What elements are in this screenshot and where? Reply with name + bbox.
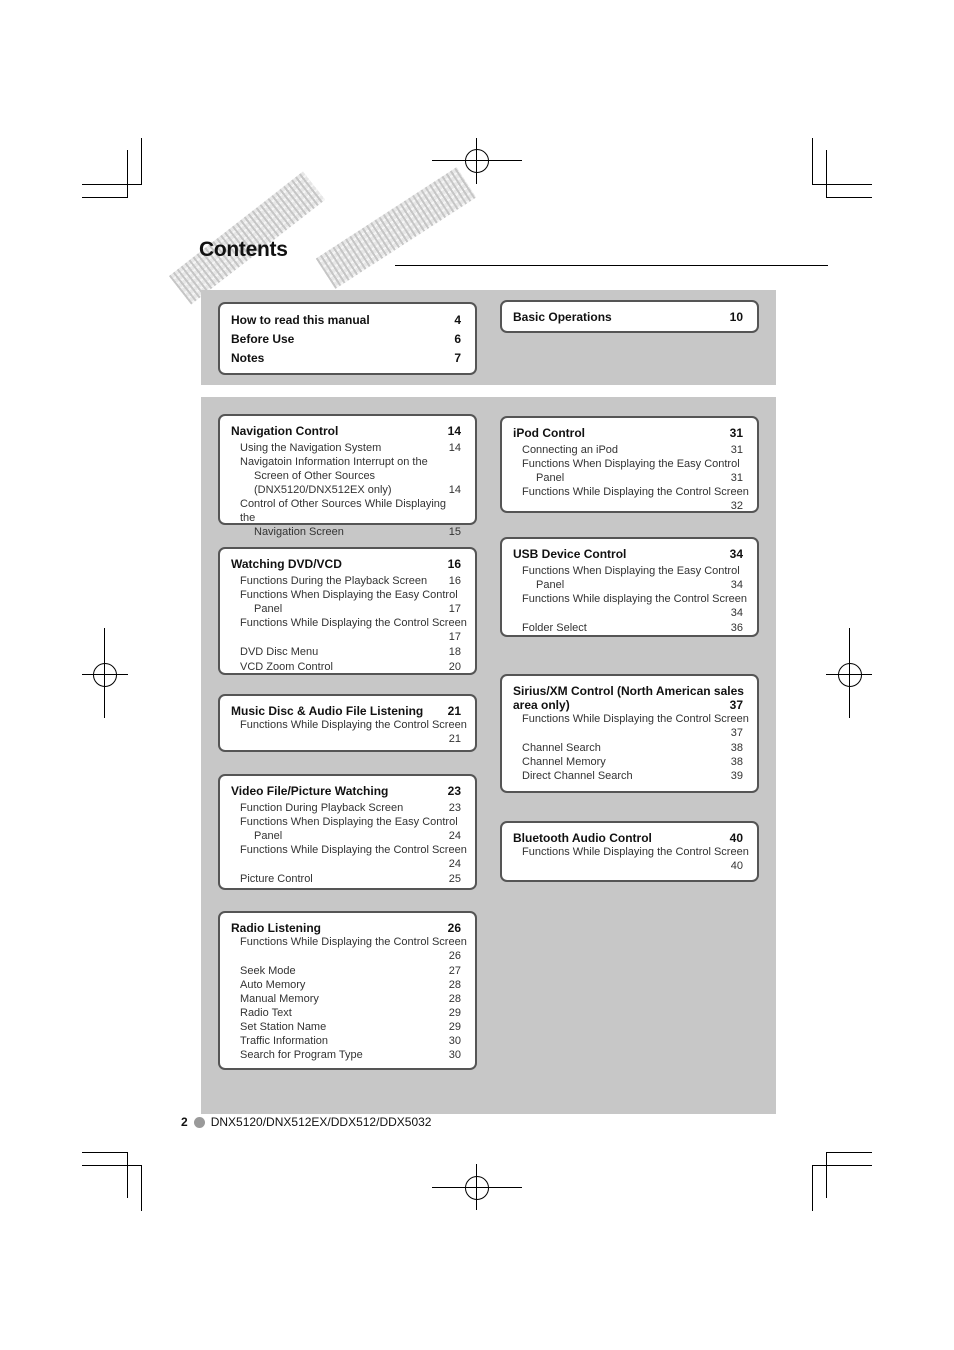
toc-subentry[interactable] <box>231 815 461 843</box>
toc-subentry[interactable] <box>513 621 743 635</box>
subentry-page: 17 <box>448 631 461 643</box>
page-title: Contents <box>199 238 288 261</box>
toc-subentry[interactable] <box>231 843 467 871</box>
crop-mark <box>812 138 813 185</box>
toc-subentry[interactable] <box>231 718 467 746</box>
toc-subentry[interactable] <box>231 1006 461 1020</box>
subentry-label: Functions When Displaying the Easy Control <box>240 816 458 828</box>
subentry-label: Connecting an iPod <box>522 444 619 456</box>
subentry-page: 40 <box>730 860 743 872</box>
toc-subentry[interactable] <box>231 801 461 815</box>
subentry-label: VCD Zoom Control <box>240 661 333 673</box>
toc-entry[interactable] <box>513 310 743 324</box>
subentry-page: 38 <box>730 756 743 768</box>
section-label: Bluetooth Audio Control <box>513 831 652 845</box>
toc-subentry[interactable] <box>231 660 461 674</box>
section-page: 23 <box>447 784 461 798</box>
crop-mark <box>141 1165 142 1211</box>
subentry-page: 14 <box>448 484 461 496</box>
toc-subentry[interactable] <box>231 455 461 497</box>
registration-circle <box>838 663 862 687</box>
toc-box-ipod <box>500 416 759 513</box>
section-page: 14 <box>447 424 461 438</box>
toc-section-heading[interactable] <box>231 424 461 438</box>
toc-section-heading[interactable] <box>513 426 743 440</box>
subentry-label: Functions While Displaying the Control Screen <box>522 486 749 498</box>
crop-mark <box>812 1165 872 1166</box>
registration-circle <box>465 149 489 173</box>
toc-section-heading[interactable] <box>231 921 461 935</box>
subentry-label: Traffic Information <box>240 1035 329 1047</box>
toc-box-sirius <box>500 674 759 793</box>
subentry-label: Functions While Displaying the Control Screen <box>522 713 749 725</box>
subentry-page: 31 <box>730 472 743 484</box>
registration-circle <box>93 663 117 687</box>
subentry-page: 16 <box>448 575 461 587</box>
subentry-label: Channel Search <box>522 742 601 754</box>
toc-subentry[interactable] <box>513 712 749 740</box>
registration-circle <box>465 1176 489 1200</box>
subentry-label-cont: Panel <box>254 830 283 842</box>
toc-box-dvd <box>218 547 477 675</box>
toc-section-heading[interactable] <box>513 684 743 712</box>
subentry-label-cont: Panel <box>254 603 283 615</box>
crop-mark <box>82 1165 142 1166</box>
subentry-label: Functions While Displaying the Control Screen <box>240 936 467 948</box>
toc-subentry[interactable] <box>513 769 743 783</box>
toc-subentry[interactable] <box>231 1020 461 1034</box>
sirius-subentries <box>513 741 743 783</box>
subentry-label: Seek Mode <box>240 965 296 977</box>
subentry-page: 25 <box>448 873 461 885</box>
subentry-label: Functions While Displaying the Control Screen <box>240 617 467 629</box>
page-footer <box>181 1115 431 1129</box>
subentry-label: Functions While displaying the Control Screen <box>522 593 748 605</box>
toc-entry[interactable] <box>231 351 461 365</box>
subentry-label-cont: (DNX5120/DNX512EX only) <box>254 484 392 496</box>
toc-subentry[interactable] <box>231 1034 461 1048</box>
section-label: iPod Control <box>513 426 585 440</box>
toc-entry-label: Notes <box>231 351 265 365</box>
toc-box-video <box>218 774 477 890</box>
subentry-label: Function During Playback Screen <box>240 802 404 814</box>
section-label: Radio Listening <box>231 921 321 935</box>
section-label-cont: area only) <box>513 698 570 712</box>
subentry-page: 29 <box>448 1021 461 1033</box>
subentry-label: Search for Program Type <box>240 1049 363 1061</box>
toc-box-usb <box>500 537 759 637</box>
crop-mark <box>82 197 128 198</box>
subentry-label: Auto Memory <box>240 979 306 991</box>
subentry-page: 39 <box>730 770 743 782</box>
subentry-label: Picture Control <box>240 873 313 885</box>
crop-mark <box>82 1152 128 1153</box>
section-page: 34 <box>729 547 743 561</box>
subentry-label: Manual Memory <box>240 993 319 1005</box>
toc-subentry[interactable] <box>513 485 749 513</box>
title-rule <box>395 265 828 266</box>
crop-mark <box>826 150 827 197</box>
toc-subentry[interactable] <box>231 616 467 644</box>
crop-mark <box>826 197 872 198</box>
section-page: 26 <box>447 921 461 935</box>
subentry-label: Using the Navigation System <box>240 442 382 454</box>
subentry-page: 23 <box>448 802 461 814</box>
page-number: 2 <box>181 1115 188 1129</box>
subentry-page: 24 <box>448 858 461 870</box>
subentry-page: 36 <box>730 622 743 634</box>
toc-subentry[interactable] <box>231 992 461 1006</box>
toc-subentry[interactable] <box>513 845 749 873</box>
subentry-page: 28 <box>448 993 461 1005</box>
toc-entry[interactable] <box>231 313 461 327</box>
subentry-label: Folder Select <box>522 622 587 634</box>
subentry-label: Functions While Displaying the Control Screen <box>240 719 467 731</box>
subentry-label-cont: Panel <box>536 579 565 591</box>
section-label: USB Device Control <box>513 547 627 561</box>
subentry-label: Functions While Displaying the Control Screen <box>522 846 749 858</box>
subentry-label: Channel Memory <box>522 756 606 768</box>
radio-subentries <box>231 964 461 1062</box>
toc-subentry[interactable] <box>231 441 461 455</box>
subentry-page: 29 <box>448 1007 461 1019</box>
section-page: 37 <box>729 698 743 712</box>
toc-subentry[interactable] <box>231 497 461 539</box>
crop-mark <box>826 1152 827 1198</box>
toc-subentry[interactable] <box>513 755 743 769</box>
toc-entry-page: 10 <box>729 310 743 324</box>
subentry-page: 15 <box>448 526 461 538</box>
subentry-label-cont: Navigation Screen <box>254 526 344 538</box>
subentry-page: 30 <box>448 1049 461 1061</box>
toc-entry[interactable] <box>231 332 461 346</box>
section-label: Video File/Picture Watching <box>231 784 389 798</box>
toc-section-heading[interactable] <box>513 831 743 845</box>
toc-entry-label: Basic Operations <box>513 310 612 324</box>
section-page: 40 <box>729 831 743 845</box>
toc-subentry[interactable] <box>231 872 461 886</box>
subentry-page: 27 <box>448 965 461 977</box>
subentry-label: Control of Other Sources While Displaying the <box>240 498 447 524</box>
toc-box-bluetooth <box>500 821 759 882</box>
crop-mark <box>127 150 128 197</box>
toc-subentry[interactable] <box>231 964 461 978</box>
toc-box-basic <box>500 300 759 333</box>
crop-mark <box>812 184 872 185</box>
toc-box-intro <box>218 302 477 375</box>
subentry-label: Functions During the Playback Screen <box>240 575 428 587</box>
toc-entry-page: 6 <box>454 332 461 346</box>
subentry-label: Navigatoin Information Interrupt on the <box>240 456 428 468</box>
toc-subentry[interactable] <box>513 443 743 457</box>
subentry-page: 17 <box>448 603 461 615</box>
subentry-page: 24 <box>448 830 461 842</box>
toc-subentry[interactable] <box>231 935 467 963</box>
subentry-page: 32 <box>730 500 743 512</box>
tire-track-decoration <box>316 167 477 289</box>
subentry-label: Direct Channel Search <box>522 770 633 782</box>
subentry-label: DVD Disc Menu <box>240 646 319 658</box>
subentry-label-cont: Screen of Other Sources <box>254 470 376 482</box>
crop-mark <box>812 1165 813 1211</box>
toc-section-heading[interactable] <box>231 784 461 798</box>
model-numbers: DNX5120/DNX512EX/DDX512/DDX5032 <box>210 1115 432 1129</box>
subentry-page: 37 <box>730 727 743 739</box>
toc-entry-label: How to read this manual <box>231 313 370 327</box>
toc-section-heading[interactable] <box>231 704 461 718</box>
section-label: Navigation Control <box>231 424 339 438</box>
bullet-dot-icon <box>194 1117 205 1128</box>
toc-section-heading[interactable] <box>513 547 743 561</box>
toc-subentry[interactable] <box>513 457 743 485</box>
subentry-page: 26 <box>448 950 461 962</box>
subentry-page: 28 <box>448 979 461 991</box>
toc-box-music <box>218 694 477 752</box>
section-label: Sirius/XM Control (North American sales <box>513 684 744 698</box>
subentry-page: 34 <box>730 579 743 591</box>
subentry-page: 18 <box>448 646 461 658</box>
toc-section-heading[interactable] <box>231 557 461 571</box>
subentry-label: Functions While Displaying the Control Screen <box>240 844 467 856</box>
subentry-page: 38 <box>730 742 743 754</box>
toc-subentry[interactable] <box>513 741 743 755</box>
subentry-page: 34 <box>730 607 743 619</box>
subentry-page: 31 <box>730 444 743 456</box>
toc-subentry[interactable] <box>231 588 461 616</box>
toc-subentry[interactable] <box>231 645 461 659</box>
subentry-label-cont: Panel <box>536 472 565 484</box>
subentry-label: Set Station Name <box>240 1021 327 1033</box>
toc-subentry[interactable] <box>231 1048 461 1062</box>
toc-entry-label: Before Use <box>231 332 295 346</box>
crop-mark <box>826 1152 872 1153</box>
subentry-label: Functions When Displaying the Easy Control <box>522 458 740 470</box>
subentry-page: 14 <box>448 442 461 454</box>
section-label: Music Disc & Audio File Listening <box>231 704 424 718</box>
crop-mark <box>82 184 142 185</box>
toc-subentry[interactable] <box>231 978 461 992</box>
toc-subentry[interactable] <box>513 592 748 620</box>
subentry-label: Functions When Displaying the Easy Control <box>522 565 740 577</box>
toc-box-radio <box>218 911 477 1070</box>
toc-entry-page: 7 <box>454 351 461 365</box>
section-label: Watching DVD/VCD <box>231 557 342 571</box>
section-page: 31 <box>729 426 743 440</box>
subentry-label: Radio Text <box>240 1007 292 1019</box>
toc-entry-page: 4 <box>454 313 461 327</box>
subentry-page: 21 <box>448 733 461 745</box>
toc-subentry[interactable] <box>513 564 743 592</box>
toc-box-navigation <box>218 414 477 538</box>
crop-mark <box>127 1152 128 1198</box>
subentry-page: 30 <box>448 1035 461 1047</box>
section-page: 16 <box>447 557 461 571</box>
subentry-label: Functions When Displaying the Easy Control <box>240 589 458 601</box>
crop-mark <box>141 138 142 185</box>
subentry-page: 20 <box>448 661 461 673</box>
section-page: 21 <box>447 704 461 718</box>
toc-subentry[interactable] <box>231 574 461 588</box>
